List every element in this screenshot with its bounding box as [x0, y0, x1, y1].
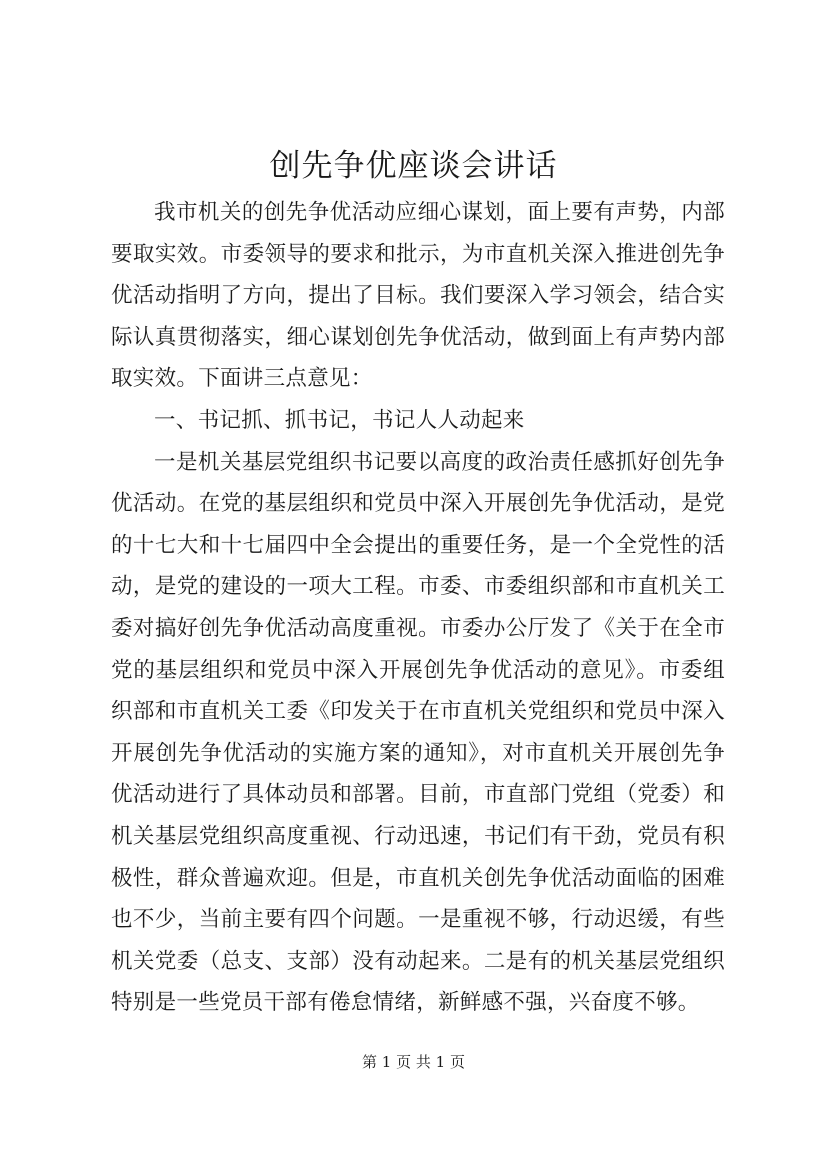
paragraph-main: 一是机关基层党组织书记要以高度的政治责任感抓好创先争优活动。在党的基层组织和党员中深入开展创先争优活动，是党的十七大和十七届四中全会提出的重要任务，是一个全党性的活动，是党的建设的一项大工程。市委、市委组织部和市直机关工委对搞好创先争优活动高度重视。市委办公厅发了《关于在全市党的基层组织和党员中深入开展创先争优活动的意见》。市委组织部和市直机关工委《印发关于在市直机关党组织和党员中深入开展创先争优活动的实施方案的通知》，对市直机关开展创先争优活动进行了具体动员和部署。目前，市直部门党组（党委）和机关基层党组织高度重视、行动迅速，书记们有干劲，党员有积极性，群众普遍欢迎。但是，市直机关创先争优活动面临的困难也不少，当前主要有四个问题。一是重视不够，行动迟缓，有些机关党委（总支、支部）没有动起来。二是有的机关基层党组织特别是一些党员干部有倦怠情绪，新鲜感不强，兴奋度不够。: [111, 449, 725, 1016]
document-body: [111, 192, 725, 1024]
page-footer: 第 1 页 共 1 页: [362, 1053, 465, 1071]
document-title: 创先争优座谈会讲话: [269, 148, 558, 184]
paragraph-intro: 我市机关的创先争优活动应细心谋划，面上要有声势，内部要取实效。市委领导的要求和批示，为市直机关深入推进创先争优活动指明了方向，提出了目标。我们要深入学习领会，结合实际认真贯彻落实，细心谋划创先争优活动，做到面上有声势内部取实效。下面讲三点意见：: [111, 200, 725, 392]
section-heading: 一、书记抓、抓书记，书记人人动起来: [154, 407, 525, 433]
